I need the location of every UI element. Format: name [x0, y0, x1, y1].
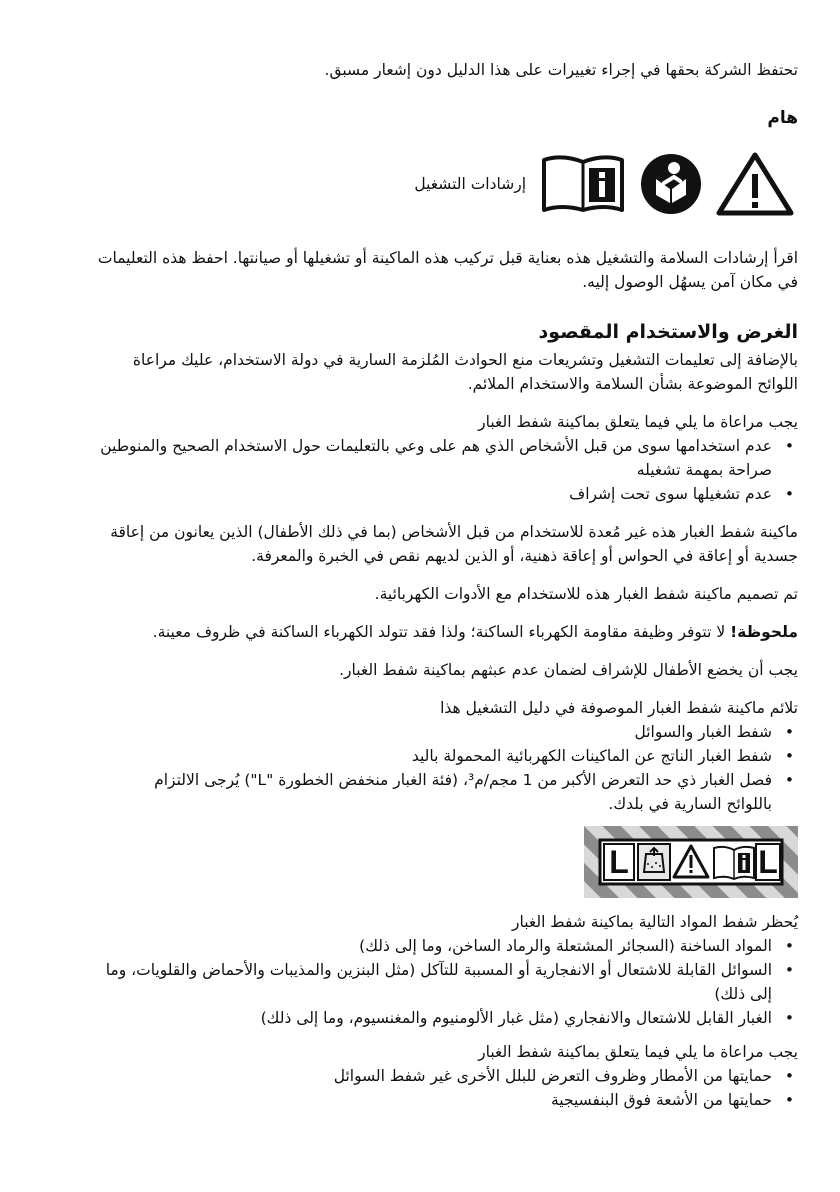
suitable-heading: تلائم ماكينة شفط الغبار الموصوفة في دليل التشغيل هذا [440, 699, 798, 717]
dust-class-letter-right: L [758, 844, 778, 880]
list-item: • شفط الغبار الناتج عن الماكينات الكهربائية المحمولة باليد [40, 744, 798, 768]
list-item: • عدم استخدامها سوى من قبل الأشخاص الذي هم على وعي بالتعليمات حول الاستخدام الصحيح والمنوطين صراحة بمهمة تشغيله [40, 434, 798, 482]
list-item: • شفط الغبار والسوائل [40, 720, 798, 744]
children-supervision-text: يجب أن يخضع الأطفال للإشراف لضمان عدم عبثهم بماكينة شفط الغبار. [339, 661, 798, 679]
list-item: • المواد الساخنة (السجائر المشتعلة والرماد الساخن، وما إلى ذلك) [40, 934, 798, 958]
instruction-line-2: في مكان آمن يسهُل الوصول إليه. [582, 273, 798, 291]
designed-for-text: تم تصميم ماكينة شفط الغبار هذه للاستخدام مع الأدوات الكهربائية. [374, 585, 798, 603]
note-text: لا تتوفر وظيفة مقاومة الكهرباء الساكنة؛ ولذا فقد تتولد الكهرباء الساكنة في ظروف معينة. [152, 623, 731, 641]
list-item: • السوائل القابلة للاشتعال أو الانفجارية أو المسببة للتآكل (مثل البنزين والمذيبات والأحماض والقلويات، وما إلى ذلك) [40, 958, 798, 1006]
note-label: ملحوظة! [730, 623, 798, 641]
instruction-line-1: اقرأ إرشادات السلامة والتشغيل هذه بعناية قبل تركيب هذه الماكينة أو تشغيلها أو صيانتها. احفظ هذه التعليمات [97, 249, 798, 267]
info-book-icon [540, 154, 626, 214]
important-heading: هام [767, 108, 798, 128]
manual-page [40, 58, 798, 1112]
protect-heading: يجب مراعاة ما يلي فيما يتعلق بماكينة شفط الغبار [478, 1043, 798, 1061]
list-item: • فصل الغبار ذي حد التعرض الأكبر من 1 مجم/م³، (فئة الغبار منخفض الخطورة "L") يُرجى الالتزام باللوائح السارية في بلدك. [40, 768, 798, 816]
not-intended-line-1: ماكينة شفط الغبار هذه غير مُعدة للاستخدام من قبل الأشخاص (بما في ذلك الأطفال) الذين يعانون من إعاقة [110, 523, 798, 541]
observe-list [40, 434, 798, 506]
purpose-intro-line-1: بالإضافة إلى تعليمات التشغيل وتشريعات منع الحوادث المُلزمة السارية في دولة الاستخدام، عليك مراعاة [132, 351, 798, 369]
purpose-intro-line-2: اللوائح الموضوعة بشأن السلامة والاستخدام الملائم. [467, 375, 798, 393]
list-item: • الغبار القابل للاشتعال والانفجاري (مثل غبار الألومنيوم والمغنسيوم، وما إلى ذلك) [40, 1006, 798, 1030]
observe-heading: يجب مراعاة ما يلي فيما يتعلق بماكينة شفط الغبار [478, 413, 798, 431]
suitable-list [40, 720, 798, 816]
protect-list [40, 1064, 798, 1112]
operating-instructions-label: إرشادات التشغيل [414, 175, 526, 193]
change-notice: تحتفظ الشركة بحقها في إجراء تغييرات على هذا الدليل دون إشعار مسبق. [324, 61, 798, 79]
list-item: • عدم تشغيلها سوى تحت إشراف [40, 482, 798, 506]
prohibited-list [40, 934, 798, 1030]
safety-icons-row [40, 138, 798, 230]
purpose-heading: الغرض والاستخدام المقصود [538, 321, 798, 343]
warning-triangle-icon [716, 152, 794, 216]
static-note [40, 620, 798, 644]
not-intended-line-2: جسدية أو إعاقة في الحواس أو إعاقة ذهنية، أو الذين لديهم نقص في الخبرة والمعرفة. [251, 547, 798, 565]
prohibited-heading: يُحظر شفط المواد التالية بماكينة شفط الغبار [511, 913, 798, 931]
read-manual-icon [640, 153, 702, 215]
list-item: • حمايتها من الأمطار وظروف التعرض للبلل الأخرى غير شفط السوائل [40, 1064, 798, 1088]
list-item: • حمايتها من الأشعة فوق البنفسيجية [40, 1088, 798, 1112]
dust-class-letter-left: L [609, 844, 629, 880]
dust-class-l-label [584, 826, 798, 898]
